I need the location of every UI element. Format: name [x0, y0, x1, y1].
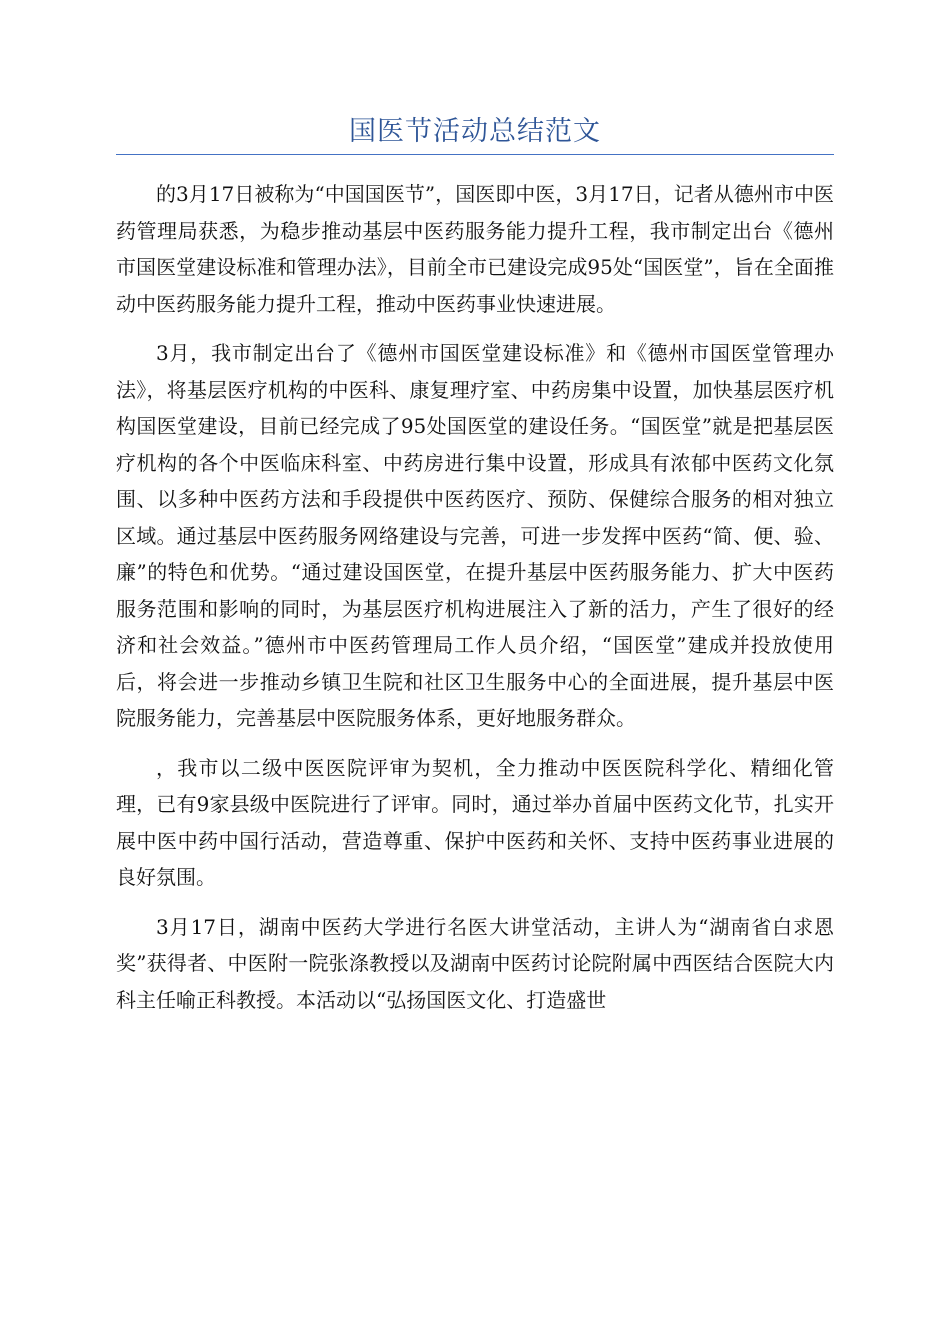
paragraph-3: ，我市以二级中医医院评审为契机，全力推动中医医院科学化、精细化管理，已有9家县级中医院进行了评审。同时，通过举办首届中医药文化节，扎实开展中医中药中国行活动，营造尊重、保护中医药和关怀、支持中医药事业进展的良好氛围。: [116, 755, 834, 889]
paragraph-4: 3月17日，湖南中医药大学进行名医大讲堂活动，主讲人为“湖南省白求恩奖”获得者、中医附一院张涤教授以及湖南中医药讨论院附属中西医结合医院大内科主任喻正科教授。本活动以“弘扬国医文化、打造盛世: [116, 914, 834, 1012]
paragraph-1: 的3月17日被称为“中国国医节”，国医即中医，3月17日，记者从德州市中医药管理局获悉，为稳步推动基层中医药服务能力提升工程，我市制定出台《德州市国医堂建设标准和管理办法》，目前全市已建设完成95处“国医堂”，旨在全面推动中医药服务能力提升工程，推动中医药事业快速进展。: [116, 182, 834, 316]
paragraph-2: 3月，我市制定出台了《德州市国医堂建设标准》和《德州市国医堂管理办法》，将基层医疗机构的中医科、康复理疗室、中药房集中设置，加快基层医疗机构国医堂建设，目前已经完成了95处国医堂的建设任务。“国医堂”就是把基层医疗机构的各个中医临床科室、中药房进行集中设置，形成具有浓郁中医药文化氛围、以多种中医药方法和手段提供中医药医疗、预防、保健综合服务的相对独立区域。通过基层中医药服务网络建设与完善，可进一步发挥中医药“简、便、验、廉”的特色和优势。“通过建设国医堂，在提升基层中医药服务能力、扩大中医药服务范围和影响的同时，为基层医疗机构进展注入了新的活力，产生了很好的经济和社会效益。”德州市中医药管理局工作人员介绍，“国医堂”建成并投放使用后，将会进一步推动乡镇卫生院和社区卫生服务中心的全面进展，提升基层中医院服务能力，完善基层中医院服务体系，更好地服务群众。: [116, 341, 834, 730]
document-title: 国医节活动总结范文: [349, 116, 601, 147]
document-body: [116, 176, 834, 1031]
title-underline: [116, 154, 834, 155]
